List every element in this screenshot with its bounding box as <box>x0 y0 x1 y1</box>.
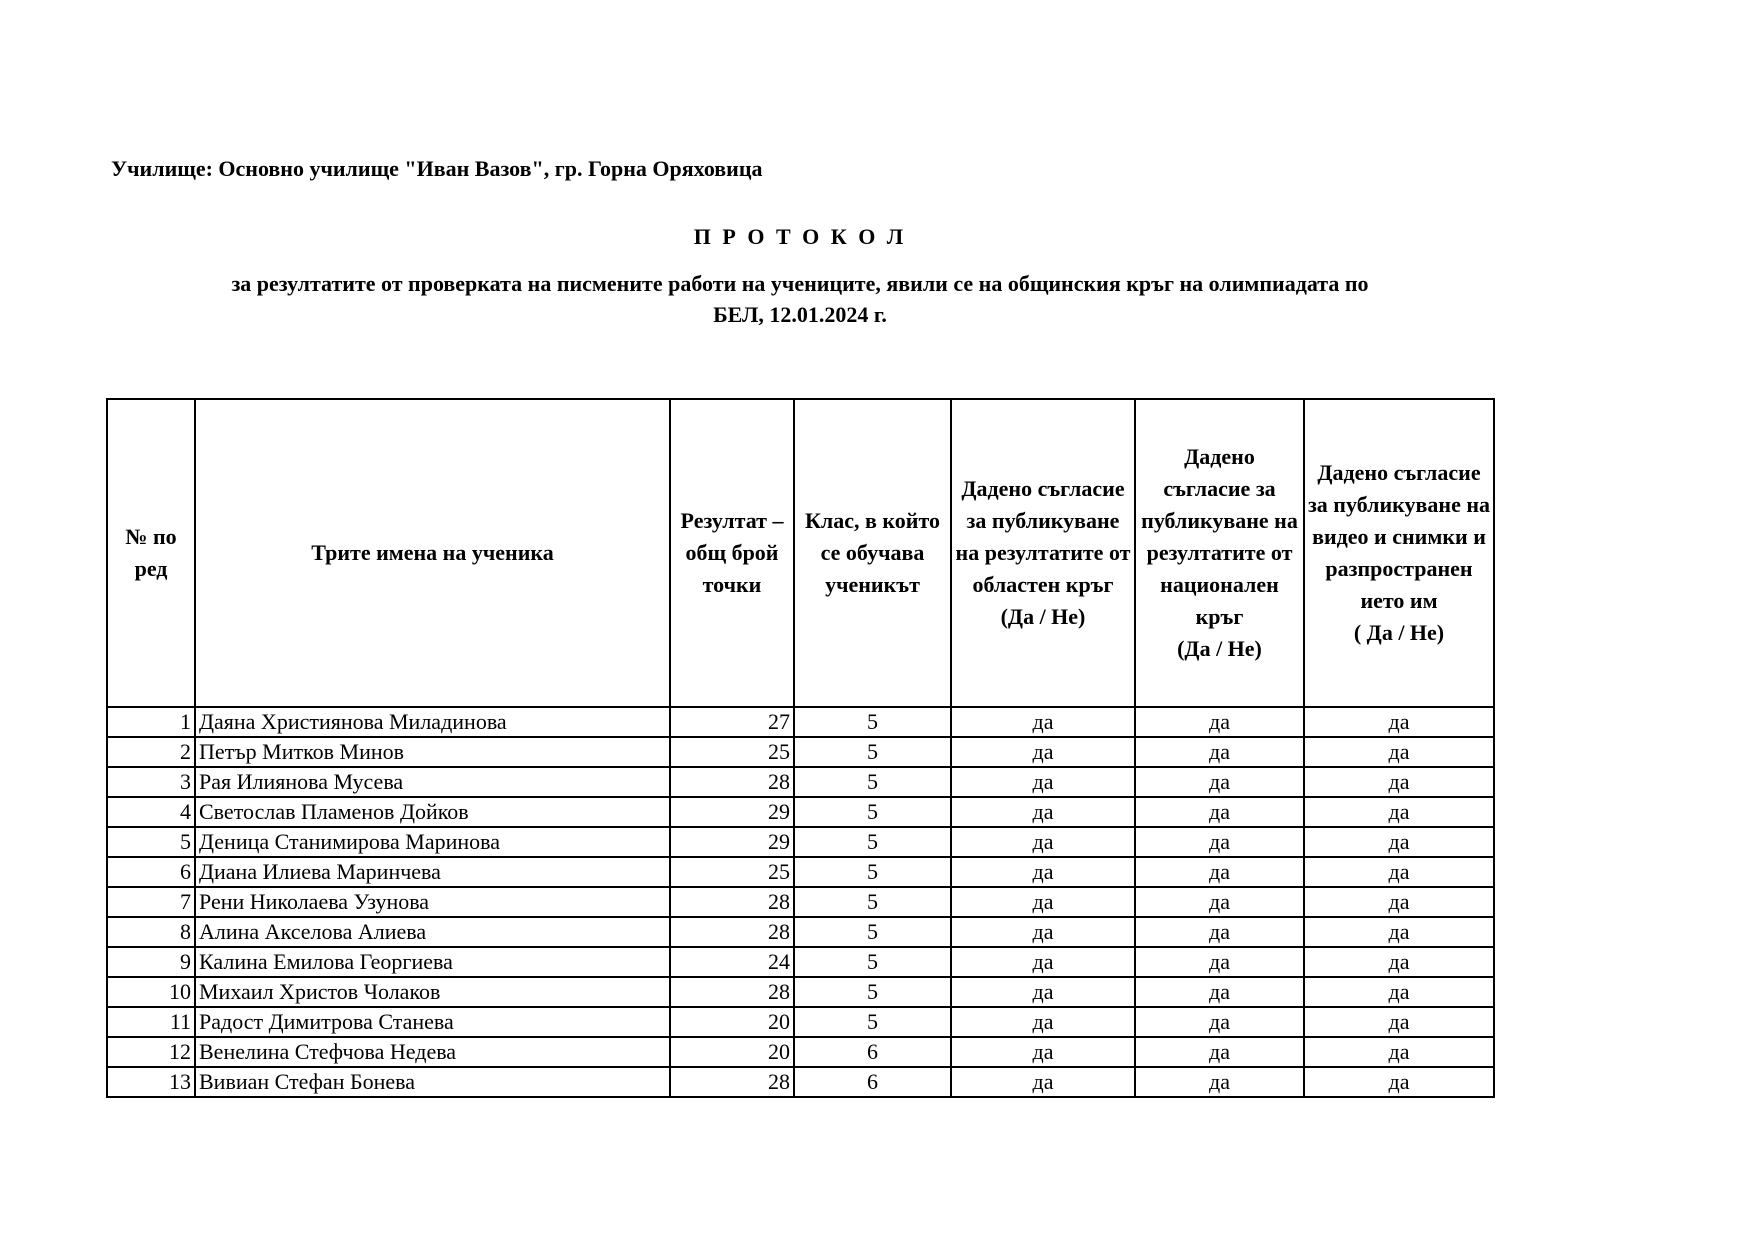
header-no: № по ред <box>107 399 195 707</box>
table-row <box>107 797 1494 827</box>
table-row <box>107 857 1494 887</box>
cell-score: 20 <box>670 1037 794 1067</box>
cell-no: 7 <box>107 887 195 917</box>
cell-regional: да <box>951 707 1135 737</box>
cell-class: 5 <box>794 977 951 1007</box>
document-subtitle <box>120 268 1480 330</box>
cell-no: 1 <box>107 707 195 737</box>
cell-name: Рая Илиянова Мусева <box>195 767 670 797</box>
cell-media: да <box>1304 857 1494 887</box>
header-row <box>107 399 1494 707</box>
header-regional-main: Дадено съгласие за публикуване на резултатите от областен кръг <box>955 476 1131 597</box>
cell-name: Деница Станимирова Маринова <box>195 827 670 857</box>
cell-national: да <box>1135 887 1304 917</box>
cell-no: 12 <box>107 1037 195 1067</box>
cell-regional: да <box>951 977 1135 1007</box>
cell-name: Петър Митков Минов <box>195 737 670 767</box>
cell-no: 2 <box>107 737 195 767</box>
cell-name: Михаил Христов Чолаков <box>195 977 670 1007</box>
cell-name: Даяна Християнова Миладинова <box>195 707 670 737</box>
cell-national: да <box>1135 707 1304 737</box>
cell-media: да <box>1304 827 1494 857</box>
cell-regional: да <box>951 737 1135 767</box>
header-national-consent <box>1135 399 1304 707</box>
header-regional-yn: (Да / Не) <box>1000 604 1086 629</box>
cell-national: да <box>1135 1067 1304 1097</box>
cell-national: да <box>1135 1007 1304 1037</box>
cell-regional: да <box>951 947 1135 977</box>
cell-media: да <box>1304 917 1494 947</box>
cell-media: да <box>1304 707 1494 737</box>
cell-media: да <box>1304 947 1494 977</box>
cell-no: 13 <box>107 1067 195 1097</box>
table-row <box>107 1007 1494 1037</box>
cell-score: 28 <box>670 767 794 797</box>
cell-name: Калина Емилова Георгиева <box>195 947 670 977</box>
cell-national: да <box>1135 947 1304 977</box>
table-row <box>107 917 1494 947</box>
cell-national: да <box>1135 1037 1304 1067</box>
cell-national: да <box>1135 977 1304 1007</box>
cell-media: да <box>1304 767 1494 797</box>
cell-media: да <box>1304 1007 1494 1037</box>
cell-class: 5 <box>794 707 951 737</box>
cell-no: 8 <box>107 917 195 947</box>
header-media-yn: ( Да / Не) <box>1353 620 1445 645</box>
cell-name: Радост Димитрова Станева <box>195 1007 670 1037</box>
results-table <box>106 398 1495 1098</box>
school-line: Училище: Основно училище "Иван Вазов", гр. Горна Оряховица <box>111 156 763 181</box>
subtitle-line-2: БЕЛ, 12.01.2024 г. <box>713 302 887 327</box>
cell-media: да <box>1304 737 1494 767</box>
header-name: Трите имена на ученика <box>195 399 670 707</box>
subtitle-line-1: за резултатите от проверката на писмените работи на учениците, явили се на общинския кръг на олимпиадата по <box>231 271 1369 296</box>
cell-regional: да <box>951 1037 1135 1067</box>
cell-score: 25 <box>670 857 794 887</box>
cell-national: да <box>1135 797 1304 827</box>
table-row <box>107 977 1494 1007</box>
table-row <box>107 707 1494 737</box>
cell-class: 5 <box>794 737 951 767</box>
cell-regional: да <box>951 1007 1135 1037</box>
table-row <box>107 737 1494 767</box>
cell-class: 5 <box>794 797 951 827</box>
cell-score: 28 <box>670 887 794 917</box>
table-row <box>107 947 1494 977</box>
cell-media: да <box>1304 977 1494 1007</box>
cell-national: да <box>1135 767 1304 797</box>
cell-score: 28 <box>670 917 794 947</box>
table-row <box>107 827 1494 857</box>
cell-no: 6 <box>107 857 195 887</box>
cell-class: 5 <box>794 767 951 797</box>
cell-national: да <box>1135 857 1304 887</box>
header-media-consent <box>1304 399 1494 707</box>
cell-regional: да <box>951 917 1135 947</box>
cell-class: 6 <box>794 1067 951 1097</box>
cell-class: 5 <box>794 857 951 887</box>
table-row <box>107 767 1494 797</box>
cell-regional: да <box>951 767 1135 797</box>
cell-score: 20 <box>670 1007 794 1037</box>
cell-score: 28 <box>670 1067 794 1097</box>
cell-class: 5 <box>794 887 951 917</box>
cell-class: 6 <box>794 1037 951 1067</box>
cell-media: да <box>1304 887 1494 917</box>
cell-no: 5 <box>107 827 195 857</box>
cell-score: 25 <box>670 737 794 767</box>
cell-no: 4 <box>107 797 195 827</box>
cell-name: Рени Николаева Узунова <box>195 887 670 917</box>
cell-name: Диана Илиева Маринчева <box>195 857 670 887</box>
cell-national: да <box>1135 737 1304 767</box>
header-regional-consent <box>951 399 1135 707</box>
cell-class: 5 <box>794 827 951 857</box>
cell-score: 28 <box>670 977 794 1007</box>
cell-no: 11 <box>107 1007 195 1037</box>
cell-national: да <box>1135 827 1304 857</box>
cell-name: Вивиан Стефан Бонева <box>195 1067 670 1097</box>
cell-name: Венелина Стефчова Недева <box>195 1037 670 1067</box>
table-row <box>107 887 1494 917</box>
header-score: Резултат – общ брой точки <box>670 399 794 707</box>
header-national-yn: (Да / Не) <box>1177 636 1262 661</box>
cell-class: 5 <box>794 947 951 977</box>
cell-no: 9 <box>107 947 195 977</box>
cell-regional: да <box>951 857 1135 887</box>
cell-media: да <box>1304 797 1494 827</box>
cell-no: 3 <box>107 767 195 797</box>
document-title: П Р О Т О К О Л <box>693 224 907 249</box>
table-row <box>107 1037 1494 1067</box>
cell-regional: да <box>951 1067 1135 1097</box>
cell-name: Алина Акселова Алиева <box>195 917 670 947</box>
cell-no: 10 <box>107 977 195 1007</box>
header-class: Клас, в който се обучава ученикът <box>794 399 951 707</box>
cell-class: 5 <box>794 917 951 947</box>
cell-regional: да <box>951 827 1135 857</box>
cell-class: 5 <box>794 1007 951 1037</box>
cell-regional: да <box>951 887 1135 917</box>
cell-media: да <box>1304 1067 1494 1097</box>
cell-score: 29 <box>670 827 794 857</box>
header-national-main: Дадено съгласие за публикуване на резултатите от национален кръг <box>1141 444 1298 629</box>
cell-score: 29 <box>670 797 794 827</box>
cell-score: 27 <box>670 707 794 737</box>
cell-regional: да <box>951 797 1135 827</box>
table-row <box>107 1067 1494 1097</box>
header-media-main: Дадено съгласие за публикуване на видео и снимки и разпространен ието им <box>1307 460 1491 613</box>
cell-national: да <box>1135 917 1304 947</box>
cell-media: да <box>1304 1037 1494 1067</box>
cell-score: 24 <box>670 947 794 977</box>
cell-name: Светослав Пламенов Дойков <box>195 797 670 827</box>
